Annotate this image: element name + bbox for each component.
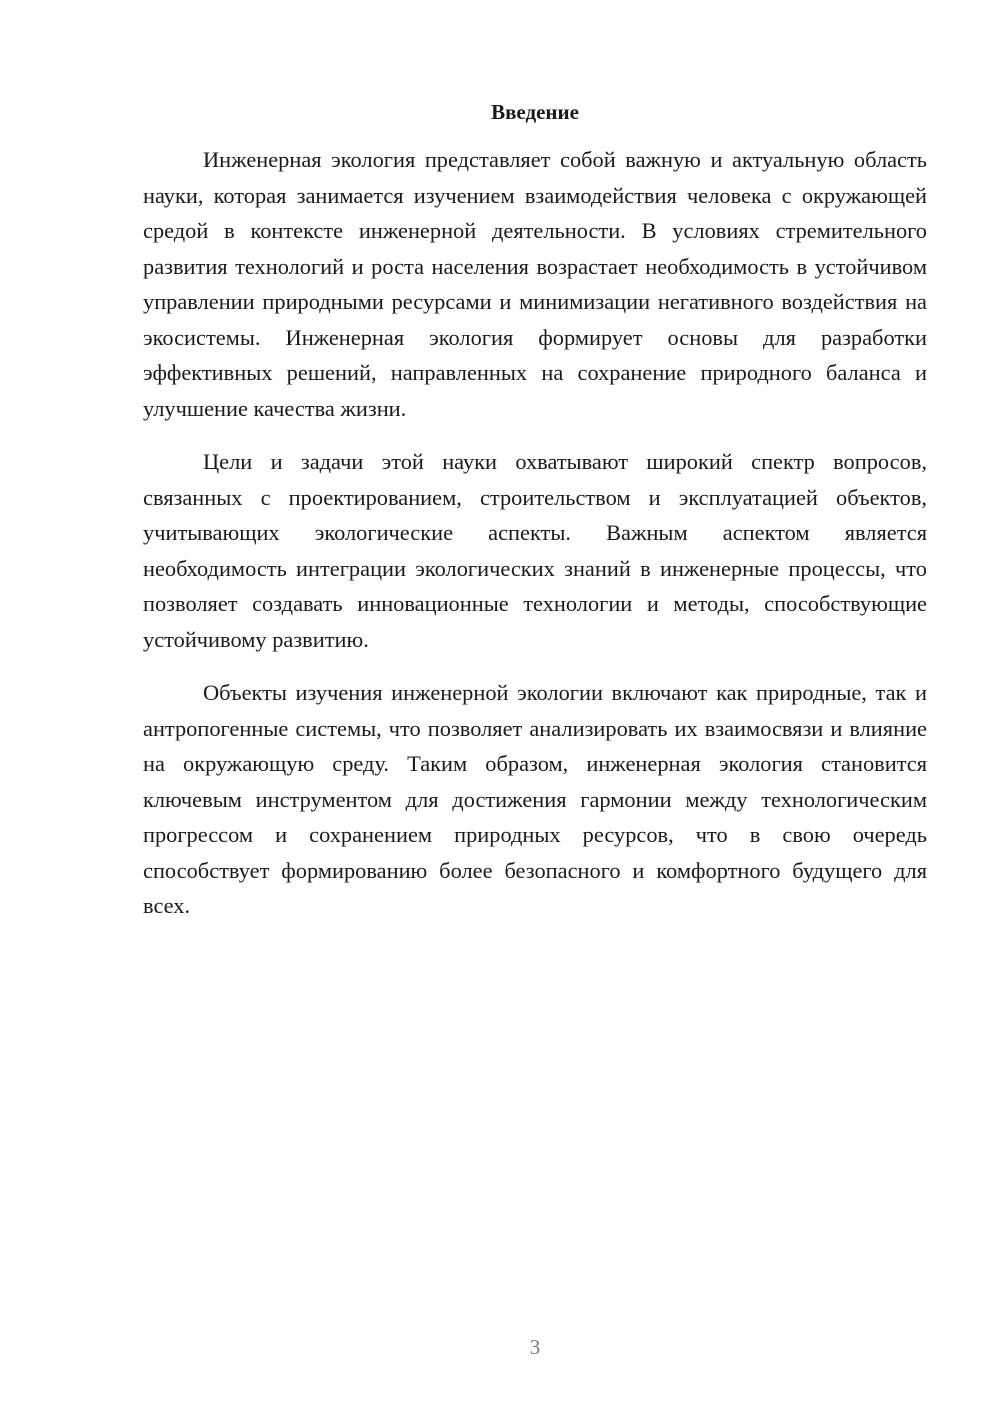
paragraph-objects: Объекты изучения инженерной экологии включают как природные, так и антропогенные системы, что позволяет анализировать их взаимосвязи и влияние на окружающую среду. Таким образом, инженерная экология становится ключевым инструментом для достижения гармонии между технологическим прогрессом и сохранением природных ресурсов, что в свою очередь способствует формированию более безопасного и комфортного будущего для всех. <box>143 680 927 918</box>
paragraph-goals: Цели и задачи этой науки охватывают широкий спектр вопросов, связанных с проектированием, строительством и эксплуатацией объектов, учитывающих экологические аспекты. Важным аспектом является необходимость интеграции экологических знаний в инженерные процессы, что позволяет создавать инновационные технологии и методы, способствующие устойчивому развитию. <box>143 449 927 652</box>
paragraph-intro: Инженерная экология представляет собой важную и актуальную область науки, которая занимается изучением взаимодействия человека с окружающей средой в контексте инженерной деятельности. В условиях стремительного развития технологий и роста населения возрастает необходимость в устойчивом управлении природными ресурсами и минимизации негативного воздействия на экосистемы. Инженерная экология формирует основы для разработки эффективных решений, направленных на сохранение природного баланса и улучшение качества жизни. <box>143 147 927 421</box>
document-body <box>143 142 927 942</box>
page-number: 3 <box>529 1335 541 1359</box>
page-title: Введение <box>491 100 579 124</box>
